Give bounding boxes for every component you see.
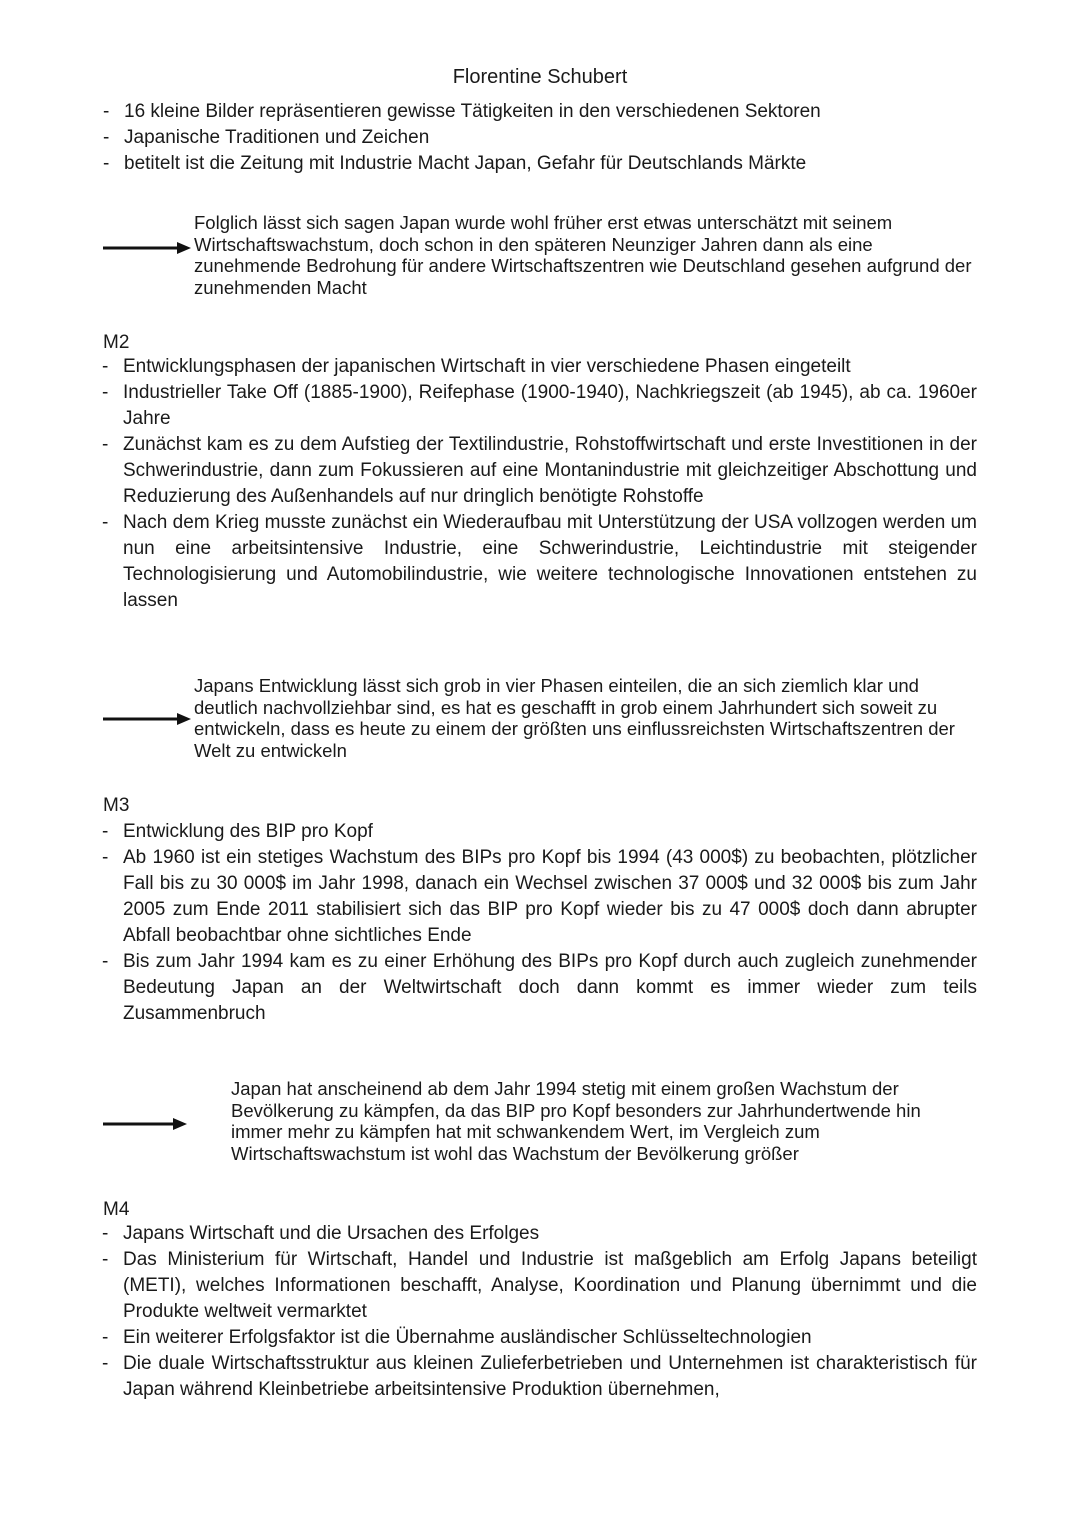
list-item: - Ab 1960 ist ein stetiges Wachstum des BIPs pro Kopf bis 1994 (43 000$) zu beobachten, plötzlicher Fall bis zu 30 000$ im Jahr 1998, danach ein Wechsel zwischen 37 000$ und 32 000$ bis zum Jahr 2005 zum Ende 2011 stabilisiert sich das BIP pro Kopf wieder bis zu 47 000$ doch dann abrupter Abfall beobachtbar ohne sichtliches Ende [100, 845, 977, 949]
section-label-m2: M2 [103, 332, 130, 353]
section-label-m4: M4 [103, 1199, 130, 1220]
section-label-m3: M3 [103, 795, 130, 816]
right-arrow-icon [103, 241, 193, 255]
list-item: - Nach dem Krieg musste zunächst ein Wiederaufbau mit Unterstützung der USA vollzogen werden um nun eine arbeitsintensive Industrie, eine Schwerindustrie, Leichtindustrie mit steigender Technologisierung und Automobilindustrie, wie weitere technologische Innovationen entstehen zu lassen [100, 510, 977, 614]
list-item: - Japanische Traditionen und Zeichen [101, 125, 881, 151]
list-item: - Die duale Wirtschaftsstruktur aus kleinen Zulieferbetrieben und Unternehmen ist charakteristisch für Japan während Kleinbetriebe arbeitsintensive Produktion übernehmen, [100, 1351, 977, 1403]
list-item: - 16 kleine Bilder repräsentieren gewisse Tätigkeiten in den verschiedenen Sektoren [101, 99, 881, 125]
list-item: - Bis zum Jahr 1994 kam es zu einer Erhöhung des BIPs pro Kopf durch auch zugleich zunehmender Bedeutung Japan an der Weltwirtschaft doch dann kommt es immer wieder zum teils Zusammenbruch [100, 949, 977, 1027]
m2-bullet-list [100, 354, 977, 614]
right-arrow-icon [103, 1117, 193, 1131]
m4-bullet-list [100, 1221, 977, 1403]
list-item: - Entwicklung des BIP pro Kopf [100, 819, 977, 845]
list-item: - Zunächst kam es zu dem Aufstieg der Textilindustrie, Rohstoffwirtschaft und erste Investitionen in der Schwerindustrie, dann zum Fokussieren auf eine Montanindustrie mit gleichzeitiger Abschottung und Reduzierung des Außenhandels auf nur dringlich benötigte Rohstoffe [100, 432, 977, 510]
list-item: - Entwicklungsphasen der japanischen Wirtschaft in vier verschiedene Phasen eingeteilt [100, 354, 977, 380]
right-arrow-icon [103, 712, 193, 726]
intro-conclusion: Folglich lässt sich sagen Japan wurde wohl früher erst etwas unterschätzt mit seinem Wirtschaftswachstum, doch schon in den späteren Neunziger Jahren dann als eine zunehmende Bedrohung für andere Wirtschaftszentren wie Deutschland gesehen aufgrund der zunehmenden Macht [194, 212, 972, 299]
list-item: - Japans Wirtschaft und die Ursachen des Erfolges [100, 1221, 977, 1247]
list-item: - Ein weiterer Erfolgsfaktor ist die Übernahme ausländischer Schlüsseltechnologien [100, 1325, 977, 1351]
list-item: - betitelt ist die Zeitung mit Industrie Macht Japan, Gefahr für Deutschlands Märkte [101, 151, 881, 177]
list-item: - Industrieller Take Off (1885-1900), Reifephase (1900-1940), Nachkriegszeit (ab 1945), ab ca. 1960er Jahre [100, 380, 977, 432]
m3-bullet-list [100, 819, 977, 1027]
intro-bullet-list [101, 99, 881, 177]
m2-conclusion: Japans Entwicklung lässt sich grob in vier Phasen einteilen, die an sich ziemlich klar und deutlich nachvollziehbar sind, es hat es geschafft in grob einem Jahrhundert sich soweit zu entwickeln, dass es heute zu einem der größten uns einflussreichsten Wirtschaftszentren der Welt zu entwickeln [194, 675, 955, 762]
list-item: - Das Ministerium für Wirtschaft, Handel und Industrie ist maßgeblich am Erfolg Japans beteiligt (METI), welches Informationen beschafft, Analyse, Koordination und Planung übernimmt und die Produkte weltweit vermarktet [100, 1247, 977, 1325]
author-name: Florentine Schubert [452, 66, 628, 88]
m3-conclusion: Japan hat anscheinend ab dem Jahr 1994 stetig mit einem großen Wachstum der Bevölkerung zu kämpfen, da das BIP pro Kopf besonders zur Jahrhundertwende hin immer mehr zu kämpfen hat mit schwankendem Wert, im Vergleich zum Wirtschaftswachstum ist wohl das Wachstum der Bevölkerung größer [231, 1078, 921, 1165]
